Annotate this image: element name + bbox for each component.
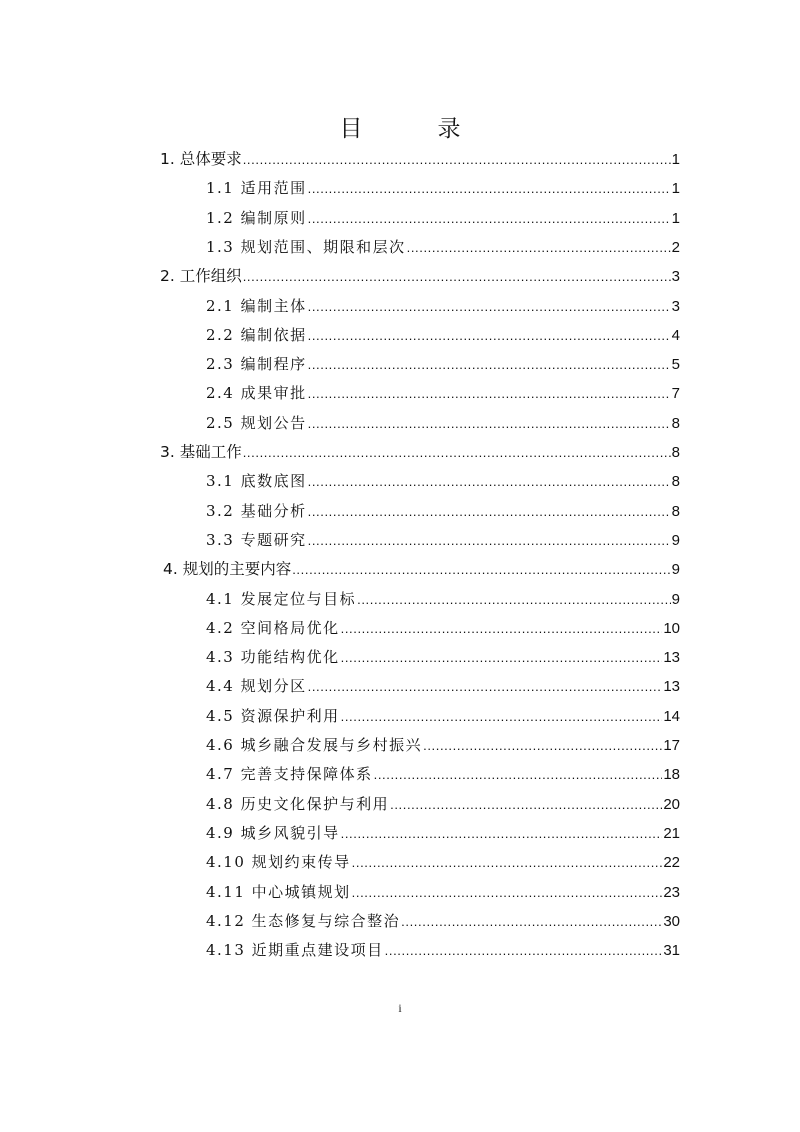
toc-entry[interactable] (160, 145, 680, 174)
toc-entry-label: 4.9 城乡风貌引导 (206, 823, 340, 842)
dot-leader (341, 702, 663, 731)
toc-entry-page: 31 (663, 942, 680, 960)
toc-entry-label: 4.13 近期重点建设项目 (206, 941, 384, 960)
toc-entry-label: 2.5 规划公告 (206, 413, 307, 432)
toc-entry-page: 17 (663, 737, 680, 754)
dot-leader (308, 379, 671, 408)
toc-entry[interactable] (206, 907, 680, 936)
dot-leader (243, 145, 671, 174)
dot-leader (308, 292, 671, 321)
page-number: i (398, 1001, 402, 1015)
dot-leader (308, 497, 671, 526)
toc-entry-page: 22 (663, 854, 680, 872)
toc-entry[interactable] (206, 174, 680, 203)
toc-entry-label: 1.3 规划范围、期限和层次 (206, 237, 406, 256)
toc-entry-label: 2.3 编制程序 (206, 355, 307, 374)
toc-entry-label: 4.7 完善支持保障体系 (206, 765, 373, 784)
toc-entry[interactable] (206, 643, 680, 672)
dot-leader (352, 848, 663, 877)
toc-entry[interactable] (206, 731, 680, 760)
toc-entry-page: 3 (671, 297, 680, 315)
toc-entry[interactable] (206, 790, 680, 819)
dot-leader (308, 672, 663, 701)
toc-entry-label: 4.10 规划约束传导 (206, 853, 351, 872)
dot-leader (357, 585, 671, 614)
toc-entry-page: 10 (663, 619, 680, 637)
dot-leader (308, 526, 671, 555)
toc-entry[interactable] (163, 555, 680, 584)
toc-entry-page: 5 (671, 356, 680, 374)
dot-leader (308, 174, 671, 203)
toc-entry-page: 13 (663, 649, 680, 667)
toc-entry[interactable] (206, 409, 680, 438)
toc-entry[interactable] (206, 233, 680, 262)
toc-entry-label: 1. 总体要求 (160, 150, 242, 168)
toc-entry[interactable] (206, 292, 680, 321)
toc-entry[interactable] (206, 379, 680, 408)
toc-entry-label: 3.3 专题研究 (206, 530, 307, 549)
dot-leader (292, 555, 670, 584)
toc-entry[interactable] (206, 526, 680, 555)
dot-leader (341, 643, 663, 672)
dot-leader (423, 731, 662, 760)
dot-leader (243, 438, 671, 467)
toc-entry-page: 1 (671, 180, 680, 198)
toc-entry-page: 8 (671, 473, 680, 491)
dot-leader (308, 204, 671, 233)
toc-entry-label: 2.1 编制主体 (206, 296, 307, 315)
dot-leader (308, 409, 671, 438)
dot-leader (385, 936, 663, 965)
toc-entry-label: 3.1 底数底图 (206, 472, 307, 491)
toc-entry-page: 21 (663, 824, 680, 842)
toc-entry-label: 2.2 编制依据 (206, 325, 307, 344)
toc-entry-label: 2.4 成果审批 (206, 384, 307, 403)
toc-entry[interactable] (206, 614, 680, 643)
toc-entry-page: 30 (663, 912, 680, 930)
toc-entry-label: 1.1 适用范围 (206, 179, 307, 198)
dot-leader (390, 790, 662, 819)
toc-entry[interactable] (206, 672, 680, 701)
toc-entry-page: 2 (671, 238, 680, 256)
toc-entry-page: 9 (671, 561, 680, 579)
dot-leader (407, 233, 671, 262)
toc-entry-label: 3. 基础工作 (160, 443, 242, 461)
toc-entry-label: 4.5 资源保护利用 (206, 706, 340, 725)
toc-entry-page: 3 (671, 268, 680, 286)
toc-entry-label: 4.8 历史文化保护与利用 (206, 794, 390, 813)
toc-entry-label: 4.4 规划分区 (206, 677, 307, 696)
toc-entry-label: 4.11 中心城镇规划 (206, 882, 351, 901)
toc-entry-page: 9 (671, 590, 680, 608)
toc-entry-label: 3.2 基础分析 (206, 501, 307, 520)
toc-entry[interactable] (160, 262, 680, 291)
toc-entry[interactable] (206, 350, 680, 379)
toc-entry-page: 1 (671, 151, 680, 168)
dot-leader (341, 614, 663, 643)
toc-entry[interactable] (206, 702, 680, 731)
toc-entry-label: 4.3 功能结构优化 (206, 648, 340, 667)
toc-entry[interactable] (206, 760, 680, 789)
toc-entry-label: 4.12 生态修复与综合整治 (206, 911, 401, 930)
toc-entry-page: 9 (671, 531, 680, 549)
toc-entry-page: 23 (663, 883, 680, 901)
toc-entry[interactable] (206, 585, 680, 614)
dot-leader (401, 907, 662, 936)
dot-leader (341, 819, 663, 848)
toc-entry-page: 18 (663, 766, 680, 784)
toc-entry-page: 8 (671, 444, 680, 461)
dot-leader (308, 350, 671, 379)
dot-leader (308, 467, 671, 496)
toc-entry[interactable] (206, 497, 680, 526)
toc-entry-page: 14 (663, 707, 680, 725)
toc-entry-label: 4. 规划的主要内容 (163, 560, 292, 579)
toc-entry-page: 7 (671, 385, 680, 403)
dot-leader (374, 760, 663, 789)
toc-entry-page: 8 (671, 414, 680, 432)
toc-entry[interactable] (206, 878, 680, 907)
toc-entry-label: 4.2 空间格局优化 (206, 618, 340, 637)
toc-title: 目 录 (339, 116, 487, 142)
toc-entry[interactable] (206, 321, 680, 350)
dot-leader (308, 321, 671, 350)
toc-entry[interactable] (206, 819, 680, 848)
toc-entry-label: 4.6 城乡融合发展与乡村振兴 (206, 736, 423, 754)
toc-entry[interactable] (206, 204, 680, 233)
toc-entry-label: 1.2 编制原则 (206, 208, 307, 227)
toc-entry-page: 13 (663, 678, 680, 696)
dot-leader (243, 262, 671, 291)
toc-entry-page: 8 (671, 502, 680, 520)
toc-entry-page: 4 (671, 326, 680, 344)
toc-entry-label: 2. 工作组织 (160, 267, 242, 286)
dot-leader (352, 878, 663, 907)
toc-entry-page: 1 (671, 209, 680, 227)
toc-entry[interactable] (206, 936, 680, 965)
toc-entry[interactable] (160, 438, 680, 467)
toc-entry-label: 4.1 发展定位与目标 (206, 589, 357, 608)
toc-entry[interactable] (206, 467, 680, 496)
toc-entry-page: 20 (663, 795, 680, 813)
toc-entry[interactable] (206, 848, 680, 877)
